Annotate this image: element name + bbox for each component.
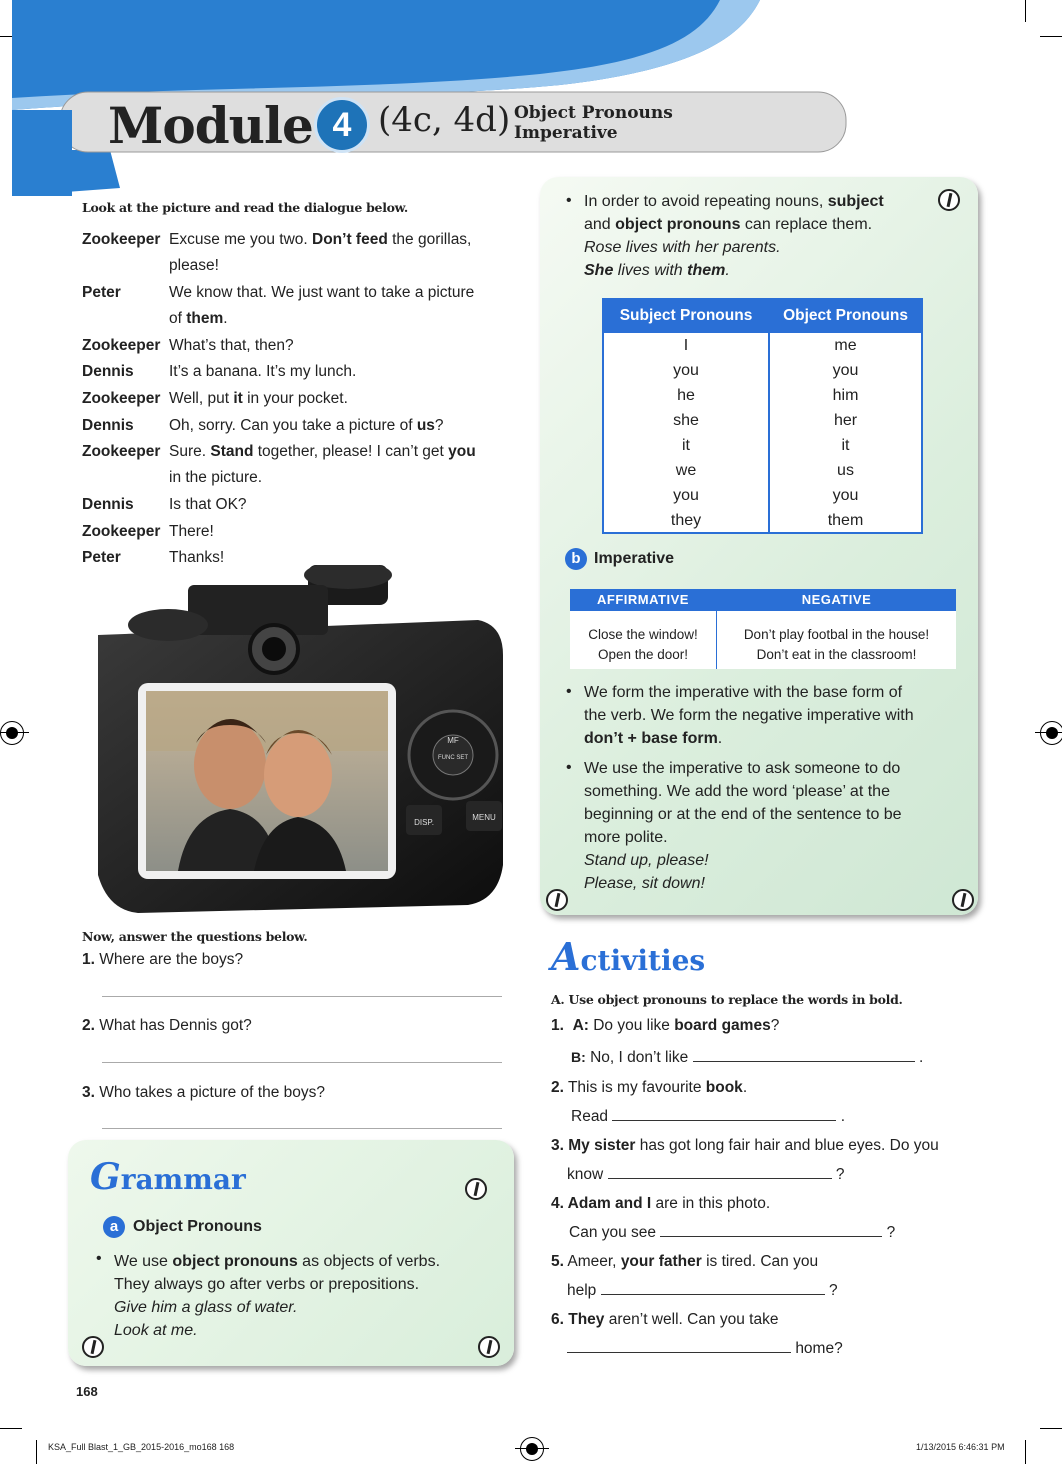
section-b-badge: b: [565, 548, 587, 570]
table-cell: it: [841, 437, 850, 454]
dialogue-line: It’s a banana. It’s my lunch.: [169, 363, 357, 380]
subject-pronouns-column: [604, 333, 768, 533]
pronouns-explanation: In order to avoid repeating nouns, subject and object pronouns can replace them. Rose lives with her parents. She lives with them.: [584, 193, 884, 279]
footer-timestamp: 1/13/2015 6:46:31 PM: [916, 1442, 1005, 1452]
table-cell: them: [827, 512, 864, 529]
table-header: Subject Pronouns: [604, 300, 768, 333]
crop-mark: [1040, 1428, 1062, 1429]
dialogue-line: Is that OK?: [169, 496, 247, 513]
table-header: AFFIRMATIVE: [570, 589, 716, 611]
speaker: Dennis: [82, 496, 134, 513]
pronoun-table: [602, 298, 923, 534]
activity-item: 4. Adam and I are in this photo.: [551, 1195, 771, 1212]
crop-mark: [36, 1440, 37, 1464]
camera-mf-label: MF: [447, 736, 459, 745]
answer-line[interactable]: [102, 996, 502, 997]
speaker: Dennis: [82, 417, 134, 434]
dialogue-instruction: Look at the picture and read the dialogue below.: [82, 200, 408, 215]
table-cell: they: [670, 512, 702, 529]
module-range: (4c, 4d): [378, 100, 511, 140]
registration-mark-icon: [1040, 721, 1062, 745]
blank-input[interactable]: [601, 1280, 825, 1295]
dialogue-line: Sure. Stand together, please! I can’t get you in the picture.: [169, 443, 476, 486]
activity-item: Read .: [571, 1108, 845, 1125]
info-icon: [546, 889, 568, 911]
blank-input[interactable]: [612, 1106, 836, 1121]
table-cell: Don’t eat in the classroom!: [756, 647, 917, 662]
activity-item: 6. They aren’t well. Can you take: [551, 1311, 779, 1328]
dialogue-line: We know that. We just want to take a picture of them.: [169, 284, 475, 327]
footer-file: KSA_Full Blast_1_GB_2015-2016_mo168 168: [48, 1442, 235, 1452]
table-cell: he: [677, 387, 695, 404]
table-cell: we: [675, 462, 697, 479]
activity-item: 2. This is my favourite book.: [551, 1079, 748, 1096]
speaker: Peter: [82, 284, 121, 301]
table-cell: Open the door!: [597, 647, 689, 662]
bullet-dot: •: [566, 192, 572, 209]
blank-input[interactable]: [660, 1222, 882, 1237]
table-cell: you: [673, 487, 699, 504]
subtitle-line: Imperative: [514, 123, 618, 143]
table-cell: you: [832, 362, 859, 379]
table-cell: it: [682, 437, 690, 454]
activity-item: Can you see ?: [569, 1224, 896, 1241]
activity-item: home?: [567, 1338, 843, 1358]
crop-mark: [1025, 1440, 1026, 1464]
table-cell: I: [683, 337, 689, 354]
registration-mark-icon: [520, 1437, 544, 1461]
dialogue: [82, 227, 512, 567]
table-cell: me: [834, 337, 857, 354]
grammar-a-text: We use object pronouns as objects of verbs. They always go after verbs or prepositions. Give him a glass of water. Look at me.: [114, 1253, 441, 1339]
blank-input[interactable]: [608, 1164, 832, 1179]
dialogue-line: What’s that, then?: [169, 337, 294, 354]
bullet-dot: •: [566, 683, 572, 700]
speaker: Zookeeper: [82, 337, 161, 354]
activity-item: B: No, I don’t like .: [571, 1049, 924, 1066]
activity-item: 3. My sister has got long fair hair and blue eyes. Do you: [551, 1137, 939, 1154]
activity-item: help ?: [567, 1282, 838, 1299]
dialogue-line: Well, put it in your pocket.: [169, 390, 348, 407]
imperative-explanation-1: We form the imperative with the base form of the verb. We form the negative imperative with don’t + base form.: [584, 684, 914, 747]
camera-disp-label: DISP.: [414, 818, 434, 827]
activity-item: 1. A: Do you like board games?: [551, 1017, 780, 1034]
table-cell: she: [673, 412, 699, 429]
section-b-title: Imperative: [594, 550, 675, 567]
imperative-explanation-2: We use the imperative to ask someone to do something. We add the word ‘please’ at the beginning or at the end of the sentence to be more polite. Stand up, please! Please, sit down!: [584, 760, 902, 892]
speaker: Zookeeper: [82, 523, 161, 540]
blank-input[interactable]: [693, 1047, 915, 1062]
crop-mark: [0, 1428, 22, 1429]
answer-line[interactable]: [102, 1062, 502, 1063]
registration-mark-icon: [0, 721, 24, 745]
page-number: 168: [76, 1384, 98, 1399]
dialogue-line: Excuse me you two. Don’t feed the gorillas, please!: [169, 231, 472, 274]
object-pronouns-column: [770, 333, 921, 533]
question: 1. Where are the boys?: [82, 951, 244, 968]
module-title: Module: [108, 96, 313, 155]
speaker: Zookeeper: [82, 443, 161, 460]
camera-menu-label: MENU: [472, 813, 496, 822]
blank-input[interactable]: [567, 1338, 791, 1353]
camera-func-label: FUNC SET: [438, 755, 468, 761]
speaker: Peter: [82, 549, 121, 566]
imperative-table: [570, 589, 956, 669]
activity-item: 5. Ameer, your father is tired. Can you: [551, 1253, 819, 1270]
section-a-title: Object Pronouns: [133, 1218, 262, 1235]
table-cell: Don’t play footbal in the house!: [743, 627, 930, 642]
subtitle-line: Object Pronouns: [514, 103, 673, 123]
grammar-title: Grammar: [90, 1156, 246, 1198]
table-cell: you: [673, 362, 699, 379]
dialogue-line: Oh, sorry. Can you take a picture of us?: [169, 417, 444, 434]
affirmative-column: [570, 625, 716, 665]
activity-item: know ?: [567, 1166, 845, 1183]
info-icon: [952, 889, 974, 911]
dialogue-line: Thanks!: [169, 549, 225, 566]
table-header: Object Pronouns: [770, 300, 921, 333]
question: 3. Who takes a picture of the boys?: [82, 1084, 325, 1101]
info-icon: [478, 1336, 500, 1358]
activities-instruction: A. Use object pronouns to replace the words in bold.: [551, 992, 903, 1007]
info-icon: [465, 1178, 487, 1200]
bullet-dot: •: [566, 759, 572, 776]
questions-instruction: Now, answer the questions below.: [82, 929, 308, 944]
info-icon: [938, 189, 960, 211]
info-icon: [82, 1336, 104, 1358]
activities-title: Activities: [551, 934, 706, 979]
speaker: Dennis: [82, 363, 134, 380]
module-subtitle: [514, 103, 673, 143]
negative-column: [717, 625, 956, 665]
speaker: Zookeeper: [82, 390, 161, 407]
table-cell: us: [837, 462, 854, 479]
module-number-badge: 4: [314, 97, 370, 153]
table-cell: her: [833, 412, 858, 429]
camera-photo: [78, 565, 514, 925]
table-cell: you: [832, 487, 859, 504]
bullet-dot: •: [96, 1250, 102, 1267]
question: 2. What has Dennis got?: [82, 1017, 252, 1034]
section-a-badge: a: [103, 1216, 125, 1238]
speaker: Zookeeper: [82, 231, 161, 248]
dialogue-line: There!: [169, 523, 214, 540]
answer-line[interactable]: [102, 1128, 502, 1129]
table-cell: Close the window!: [588, 627, 698, 642]
table-header: NEGATIVE: [717, 589, 956, 611]
table-cell: him: [832, 387, 859, 404]
